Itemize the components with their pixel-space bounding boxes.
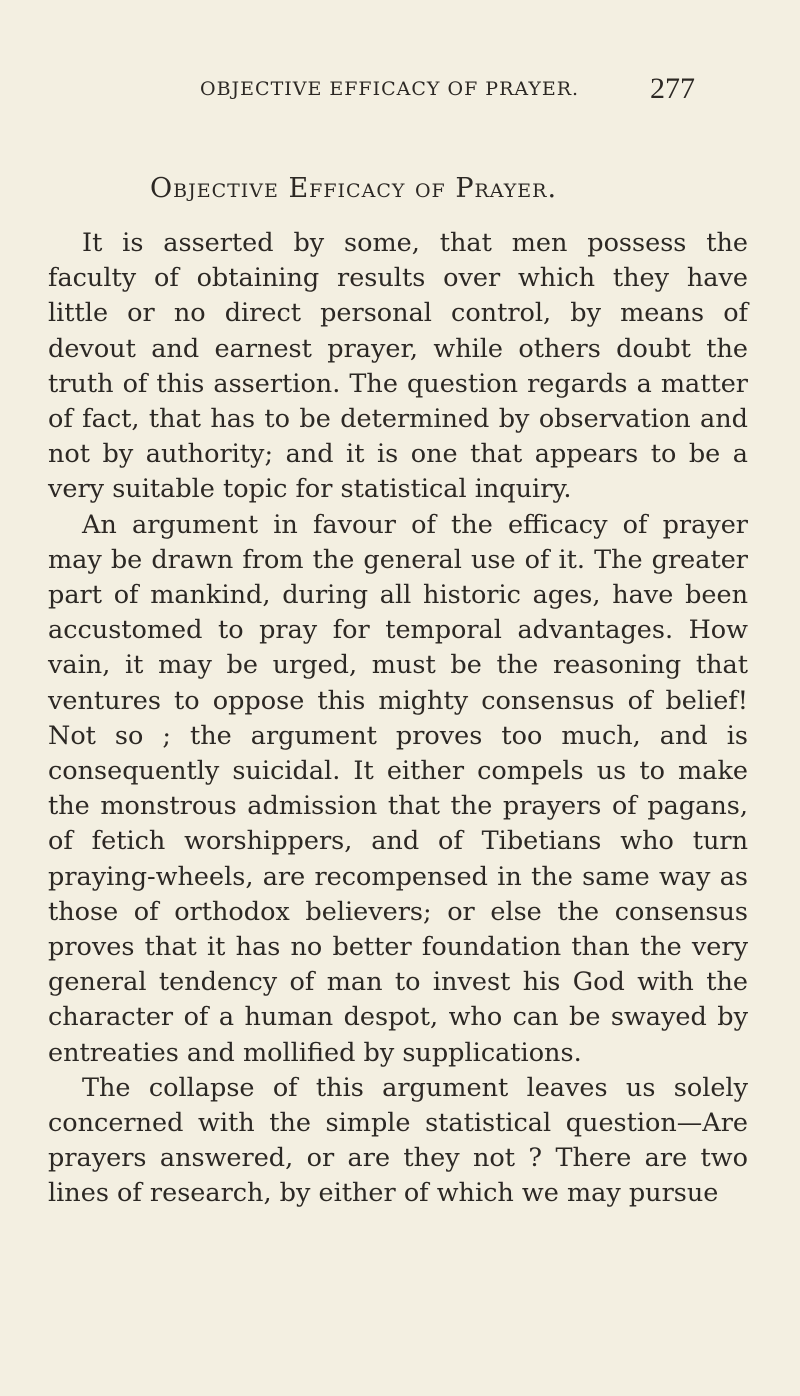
- paragraph: An argument in favour of the efficacy of prayer may be drawn from the general use of it. The greater part of mankind, during all historic ages, have been accustomed to pray for temporal advantages. How vain, it may be urged, must be the reasoning that ventures to oppose this mighty consensus of belief! Not so ; the argument proves too much, and is consequently suicidal. It either compels us to make the monstrous admission that the prayers of pagans, of fetich worshippers, and of Tibetians who turn praying-wheels, are recompensed in the same way as those of orthodox believers; or else the consensus proves that it has no better foundation than the very general tendency of man to invest his God with the character of a human despot, who can be swayed by entreaties and mollified by supplications.: [48, 509, 748, 1068]
- page-number: 277: [650, 72, 695, 105]
- paragraph: The collapse of this argument leaves us solely concerned with the simple statistical question—Are prayers answered, or are they not ? There are two lines of research, by either of which we may pursue: [48, 1072, 748, 1209]
- running-head: OBJECTIVE EFFICACY OF PRAYER.: [200, 78, 580, 100]
- paragraph: It is asserted by some, that men possess the faculty of obtaining results over which they have little or no direct personal control, by means of devout and earnest prayer, while others doubt the truth of this assertion. The question regards a matter of fact, that has to be determined by observation and not by authority; and it is one that appears to be a very suitable topic for statistical inquiry.: [48, 228, 748, 505]
- section-title: Objective Efficacy of Prayer.: [150, 173, 558, 204]
- body-text: [48, 226, 748, 1212]
